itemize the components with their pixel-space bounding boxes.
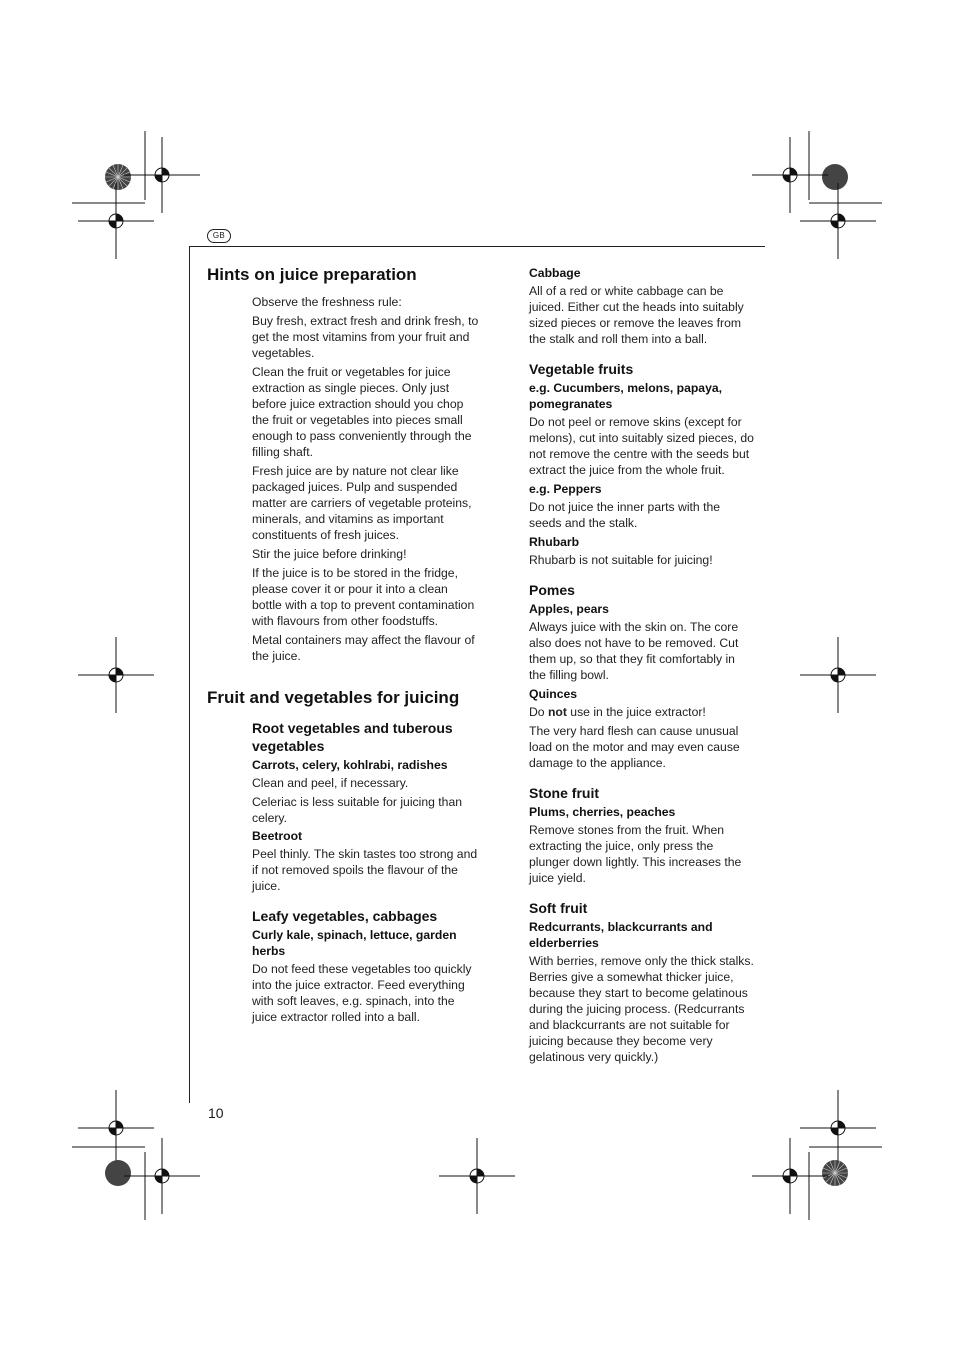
beetroot-text: Peel thinly. The skin tastes too strong and if not removed spoils the flavour of the juice. [252, 847, 478, 893]
hints-paragraph: Observe the freshness rule: [252, 295, 402, 309]
quinces-text [529, 704, 754, 720]
stone-fruit-heading: Stone fruit [529, 785, 599, 801]
soft-fruit-heading: Soft fruit [529, 900, 588, 916]
hints-paragraph: Metal containers may affect the flavour of the juice. [252, 633, 475, 663]
apples-heading: Apples, pears [529, 602, 609, 616]
quinces-text: The very hard flesh can cause unusual load on the motor and may even cause damage to the appliance. [529, 724, 740, 770]
right-column [529, 265, 754, 1065]
carrots-text: Clean and peel, if necessary. [252, 776, 409, 790]
page-number: 10 [208, 1105, 224, 1121]
hints-paragraph: Clean the fruit or vegetables for juice extraction as single pieces. Only just before juice extraction should you chop the fruit or vegetables into pieces small enough to pass conveniently through the filling shaft. [252, 365, 472, 459]
cucumbers-heading: e.g. Cucumbers, melons, papaya, pomegranates [529, 381, 723, 411]
header-rule [190, 246, 765, 247]
margin-rule [189, 246, 190, 1103]
hints-paragraph: Stir the juice before drinking! [252, 547, 407, 561]
redcurrants-heading: Redcurrants, blackcurrants and elderberries [529, 920, 713, 950]
fruitveg-title: Fruit and vegetables for juicing [207, 688, 460, 707]
carrots-heading: Carrots, celery, kohlrabi, radishes [252, 758, 448, 772]
cucumbers-text: Do not peel or remove skins (except for melons), cut into suitably sized pieces, do not remove the centre with the seeds but extract the juice from the whole fruit. [529, 415, 754, 477]
kale-heading: Curly kale, spinach, lettuce, garden herbs [252, 928, 457, 958]
vegetable-fruits-heading: Vegetable fruits [529, 361, 634, 377]
leafy-veg-heading: Leafy vegetables, cabbages [252, 908, 438, 924]
rhubarb-text: Rhubarb is not suitable for juicing! [529, 553, 713, 567]
cabbage-heading: Cabbage [529, 266, 581, 280]
peppers-text: Do not juice the inner parts with the seeds and the stalk. [529, 500, 721, 530]
hints-title: Hints on juice preparation [207, 265, 417, 284]
plums-text: Remove stones from the fruit. When extracting the juice, only press the plunger down lightly. This increases the juice yield. [529, 823, 742, 885]
hints-paragraph: Fresh juice are by nature not clear like packaged juices. Pulp and suspended matter are carriers of vegetable proteins, minerals, and vitamins as important constituents of fresh juices. [252, 464, 472, 542]
kale-text: Do not feed these vegetables too quickly into the juice extractor. Feed everything with soft leaves, e.g. spinach, into the juice extractor rolled into a ball. [252, 962, 472, 1024]
apples-text: Always juice with the skin on. The core also does not have to be removed. Cut them up, so that they fit comfortably in the filling bowl. [529, 620, 739, 682]
plums-heading: Plums, cherries, peaches [529, 805, 676, 819]
beetroot-heading: Beetroot [252, 829, 303, 843]
quinces-text-part: use in the juice extractor! [566, 705, 706, 719]
quinces-text-part: Do [529, 705, 548, 719]
redcurrants-text: With berries, remove only the thick stalks. Berries give a somewhat thicker juice, because they start to become gelatinous during the juicing process. (Redcurrants and blackcurrants are not suitable for juicing because they become very gelatinous very quickly.) [529, 954, 754, 1064]
hints-paragraph: Buy fresh, extract fresh and drink fresh, to get the most vitamins from your fruit and vegetables. [252, 314, 479, 360]
quinces-heading: Quinces [529, 687, 578, 701]
carrots-text: Celeriac is less suitable for juicing than celery. [252, 795, 462, 825]
left-column [207, 262, 479, 1025]
rhubarb-heading: Rhubarb [529, 535, 580, 549]
pomes-heading: Pomes [529, 582, 575, 598]
hints-paragraph: If the juice is to be stored in the fridge, please cover it or pour it into a clean bottle with a top to prevent contamination with flavours from other foodstuffs. [252, 566, 475, 628]
language-badge: GB [207, 229, 231, 243]
cabbage-text: All of a red or white cabbage can be juiced. Either cut the heads into suitably sized pieces or remove the leaves from the stalk and roll them into a ball. [529, 284, 744, 346]
root-veg-heading: Root vegetables and tuberous vegetables [252, 720, 453, 754]
peppers-heading: e.g. Peppers [529, 482, 602, 496]
quinces-text-emphasis: not [547, 705, 567, 719]
